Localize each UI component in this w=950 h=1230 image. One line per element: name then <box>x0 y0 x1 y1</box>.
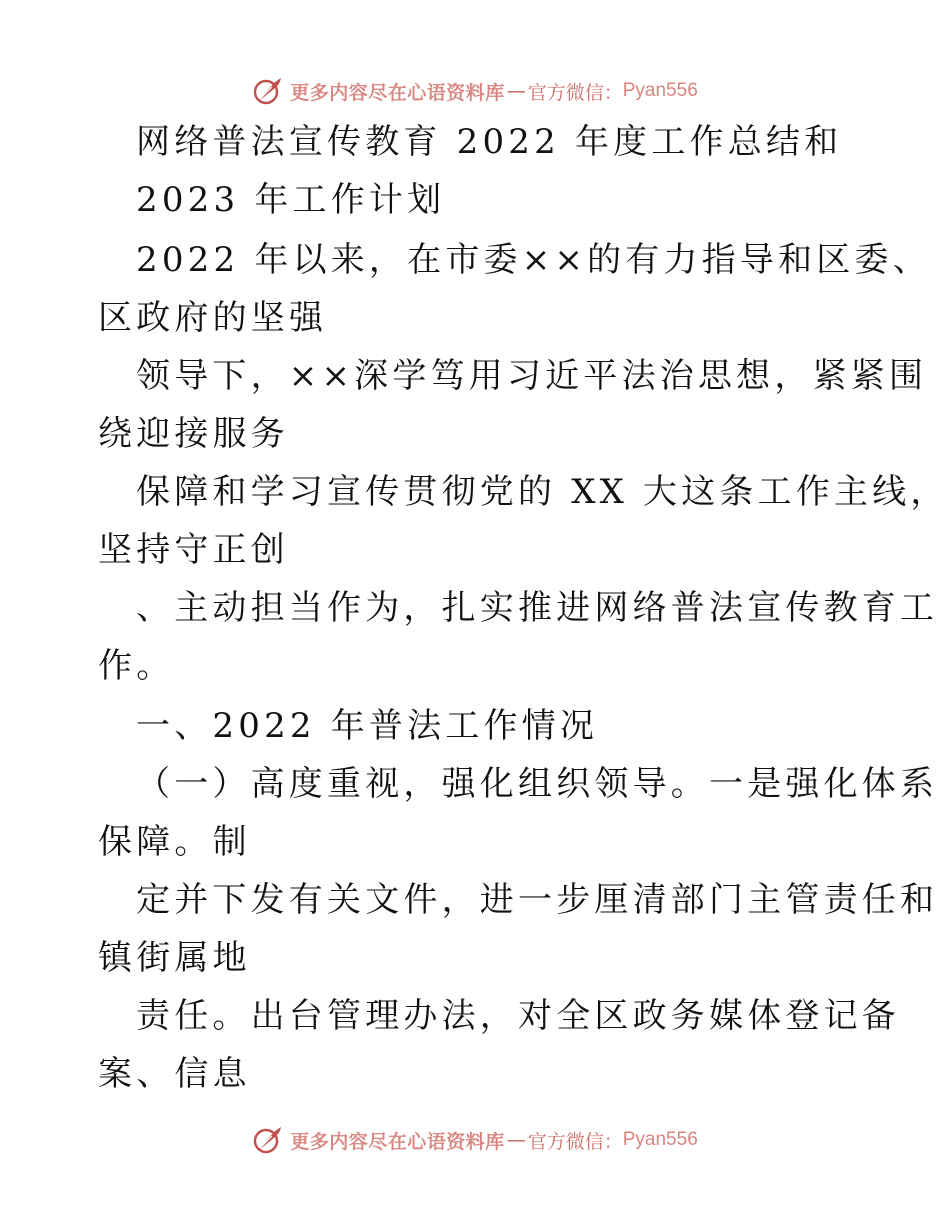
watermark-main-text: 更多内容尽在心语资料库 <box>290 81 505 104</box>
footer-watermark <box>0 1120 950 1160</box>
watermark-sub-text: 官方微信： <box>527 1130 623 1153</box>
paragraph-line: （一）高度重视，强化组织领导。一是强化体系 <box>136 764 939 804</box>
paragraph-line: 保障。制 <box>98 822 251 862</box>
paragraph-line: 责任。出台管理办法，对全区政务媒体登记备 <box>136 996 900 1036</box>
paragraph-line: 作。 <box>98 646 175 686</box>
feather-logo-icon <box>252 75 284 107</box>
watermark-sub-text: 官方微信： <box>527 81 623 104</box>
title-line-2: 2023 年工作计划 <box>136 180 446 220</box>
paragraph-line: 领导下，××深学笃用习近平法治思想，紧紧围 <box>136 356 928 396</box>
paragraph-line: 绕迎接服务 <box>98 414 289 454</box>
title-line-1: 网络普法宣传教育 2022 年度工作总结和 <box>136 122 843 162</box>
feather-logo-icon <box>252 1124 284 1156</box>
section-heading: 一、2022 年普法工作情况 <box>136 706 599 746</box>
header-watermark <box>0 71 950 111</box>
watermark-account: Pyan556 <box>622 80 698 101</box>
paragraph-line: 定并下发有关文件，进一步厘清部门主管责任和 <box>136 880 939 920</box>
paragraph-line: 镇街属地 <box>98 938 251 978</box>
watermark-dash: — <box>506 80 526 102</box>
paragraph-line: 区政府的坚强 <box>98 298 328 338</box>
paragraph-line: 保障和学习宣传贯彻党的 XX 大这条工作主线， <box>136 472 949 512</box>
watermark-main-text: 更多内容尽在心语资料库 <box>290 1130 505 1153</box>
watermark-dash: — <box>506 1129 526 1151</box>
paragraph-line: 案、信息 <box>98 1054 251 1094</box>
paragraph-line: 2022 年以来，在市委××的有力指导和区委、 <box>136 240 931 280</box>
paragraph-line: 、主动担当作为，扎实推进网络普法宣传教育工 <box>136 588 939 628</box>
paragraph-line: 坚持守正创 <box>98 530 289 570</box>
watermark-account: Pyan556 <box>622 1129 698 1150</box>
